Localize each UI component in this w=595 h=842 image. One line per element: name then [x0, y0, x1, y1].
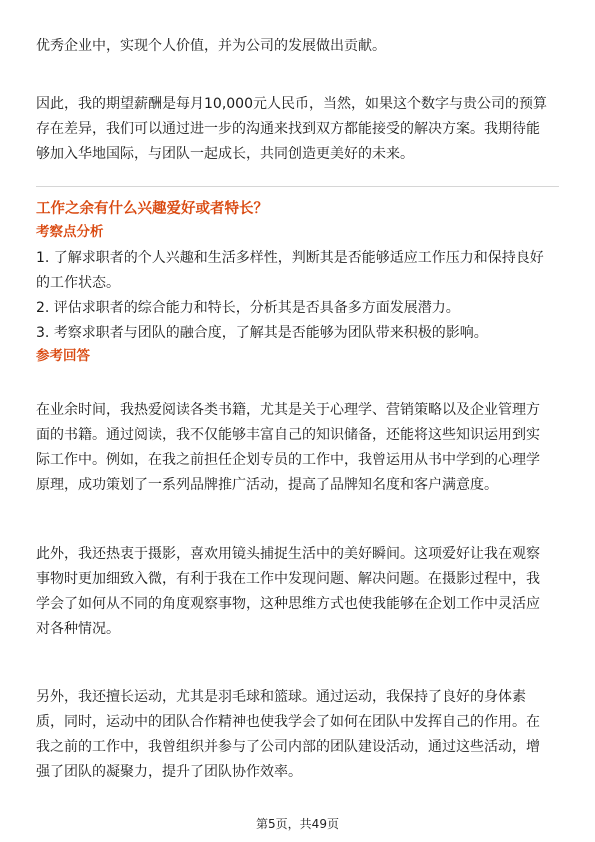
text-line: 此外，我还热衷于摄影，喜欢用镜头捕捉生活中的美好瞬间。这项爱好让我在观察	[36, 546, 540, 562]
text-line: 对各种情况。	[36, 621, 120, 637]
answer-label: 参考回答	[36, 348, 90, 364]
text-line: 在业余时间，我热爱阅读各类书籍，尤其是关于心理学、营销策略以及企业管理方	[36, 402, 540, 418]
text-line: 事物时更加细致入微，有利于我在工作中发现问题、解决问题。在摄影过程中，我	[36, 571, 540, 587]
text-line: 优秀企业中，实现个人价值，并为公司的发展做出贡献。	[36, 38, 386, 54]
intro-paragraph	[36, 34, 563, 59]
analysis-item-1: 1. 了解求职者的个人兴趣和生活多样性，判断其是否能够适应工作压力和保持良好	[36, 250, 544, 266]
text-line: 面的书籍。通过阅读，我不仅能够丰富自己的知识储备，还能将这些知识运用到实	[36, 427, 540, 443]
analysis-list	[36, 246, 563, 346]
text-line: 质，同时，运动中的团队合作精神也使我学会了如何在团队中发挥自己的作用。在	[36, 714, 540, 730]
text-line: 够加入华地国际，与团队一起成长，共同创造更美好的未来。	[36, 146, 414, 162]
text-line: 因此，我的期望薪酬是每月10,000元人民币，当然，如果这个数字与贵公司的预算	[36, 96, 547, 112]
section-divider	[36, 186, 559, 187]
answer-paragraph-1	[36, 398, 563, 498]
question-heading: 工作之余有什么兴趣爱好或者特长？	[36, 201, 268, 217]
analysis-label: 考察点分析	[36, 224, 104, 240]
text-line: 原理，成功策划了一系列品牌推广活动，提高了品牌知名度和客户满意度。	[36, 477, 498, 493]
salary-paragraph	[36, 92, 563, 167]
text-line: 存在差异，我们可以通过进一步的沟通来找到双方都能接受的解决方案。我期待能	[36, 121, 540, 137]
analysis-item-1-cont: 的工作状态。	[36, 275, 120, 291]
text-line: 另外，我还擅长运动，尤其是羽毛球和篮球。通过运动，我保持了良好的身体素	[36, 689, 526, 705]
text-line: 强了团队的凝聚力，提升了团队协作效率。	[36, 764, 302, 780]
text-line: 学会了如何从不同的角度观察事物，这种思维方式也使我能够在企划工作中灵活应	[36, 596, 540, 612]
answer-paragraph-3	[36, 685, 563, 785]
page-number: 第5页，共49页	[256, 817, 339, 831]
analysis-item-3: 3. 考察求职者与团队的融合度，了解其是否能够为团队带来积极的影响。	[36, 325, 488, 341]
text-line: 际工作中。例如，在我之前担任企划专员的工作中，我曾运用从书中学到的心理学	[36, 452, 540, 468]
analysis-item-2: 2. 评估求职者的综合能力和特长，分析其是否具备多方面发展潜力。	[36, 300, 460, 316]
text-line: 我之前的工作中，我曾组织并参与了公司内部的团队建设活动，通过这些活动，增	[36, 739, 540, 755]
answer-paragraph-2	[36, 542, 563, 642]
